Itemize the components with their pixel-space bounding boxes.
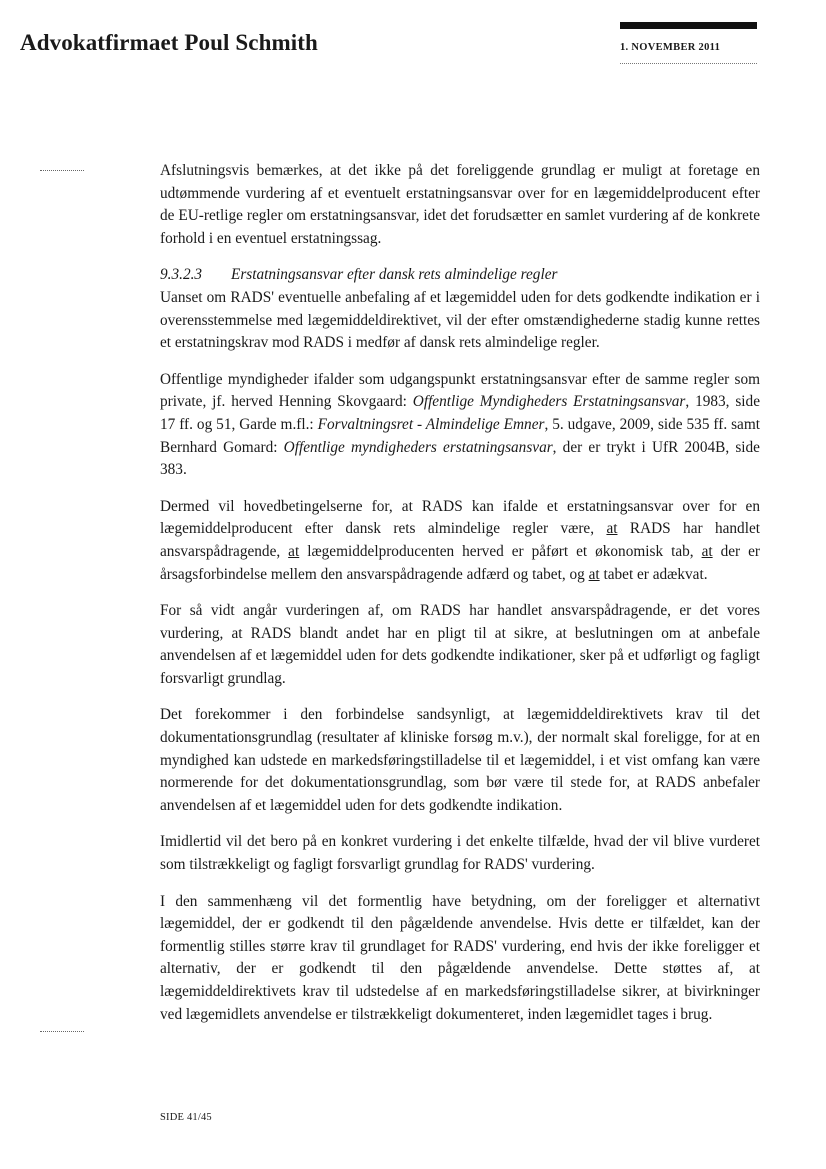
- p3-text-e: , 5. udgave, 2009, side 535 ff. samt Bernhard Gomard:: [160, 415, 760, 456]
- paragraph-4: [160, 496, 760, 586]
- document-date: 1. NOVEMBER 2011: [620, 42, 721, 53]
- paragraph-2: Uanset om RADS' eventuelle anbefaling af et lægemiddel uden for dets godkendte indikation er i overensstemmelse med lægemiddeldirektivet, vil der efter omstændighederne stadig kunne rettes et erstatningskrav mod RADS i medfør af dansk rets almindelige regler.: [160, 288, 760, 352]
- paragraph-3: [160, 369, 760, 482]
- p4-underlined-at-3: at: [701, 542, 713, 560]
- paragraph-6: Det forekommer i den forbindelse sandsynligt, at lægemiddeldirektivets krav til det dokumentationsgrundlag (resultater af kliniske forsøg m.v.), der normalt skal foreligge, for at en myndighed kan udstede en markedsføringstilladelse til et lægemiddel, i et vist omfang kan være normerende for det dokumentationsgrundlag, som bør være til stede for, at RADS anbefaler anvendelsen af et lægemiddel uden for dets godkendte indikation.: [160, 706, 760, 814]
- paragraph-5: For så vidt angår vurderingen af, om RADS har handlet ansvarspådragende, er det vores vurdering, at RADS blandt andet har en pligt til at sikre, at beslutningen om at anbefale anvendelsen af et lægemiddel uden for dets godkendte indikationer, sker på et udførligt og fagligt forsvarligt grundlag.: [160, 602, 760, 687]
- paragraph-8: I den sammenhæng vil det formentlig have betydning, om der foreligger et alternativt lægemiddel, der er godkendt til den pågældende anvendelse. Hvis dette er tilfældet, kan der formentlig stilles større krav til grundlaget for RADS' vurdering, end hvis der ikke foreligger et alternativ, der er godkendt til den pågældende anvendelse. Dette støttes af, at lægemiddeldirektivets krav til udstedelse af en markedsføringstilladelse sikrer, at bivirkninger ved lægemidlets anvendelse er tilstrækkeligt dokumenteret, inden lægemidlet tages i brug.: [160, 892, 760, 1023]
- p4-text-c: lægemiddelproducenten herved er påført et økonomisk tab,: [299, 542, 702, 560]
- header-bar: [620, 22, 757, 29]
- section-number: 9.3.2.3: [160, 266, 203, 284]
- p4-text-d: der er årsagsforbindelse mellem den ansvarspådragende adfærd og tabet, og: [160, 542, 760, 583]
- p4-underlined-at-4: at: [588, 565, 600, 583]
- p3-citation-3: Offentlige myndigheders erstatningsansvar: [283, 438, 553, 456]
- paragraph-1: Afslutningsvis bemærkes, at det ikke på det foreliggende grundlag er muligt at foretage en udtømmende vurdering af et eventuelt erstatningsansvar over for en lægemiddelproducent efter de EU-retlige regler om erstatningsansvar, idet det forudsætter en samlet vurdering af de konkrete forhold i en eventuel erstatningssag.: [160, 162, 760, 247]
- date-divider: [620, 63, 757, 64]
- margin-mark-top: [40, 170, 84, 171]
- p4-text-e: tabet er adækvat.: [599, 565, 708, 583]
- p3-citation-1: Offentlige Myndigheders Erstatningsansvar: [412, 393, 686, 411]
- margin-mark-bottom: [40, 1031, 84, 1032]
- p3-citation-2: Forvaltningsret - Almindelige Emner: [317, 415, 545, 433]
- p3-text-g: , der er trykt i UfR 2004B, side 383.: [160, 438, 760, 479]
- page-number: SIDE 41/45: [160, 1112, 212, 1123]
- p4-text-a: Dermed vil hovedbetingelserne for, at RADS kan ifalde et erstatningsansvar over for en lægemiddelproducent efter dansk rets almindelige regler være,: [160, 497, 760, 538]
- p3-text-a: Offentlige myndigheder ifalder som udgangspunkt erstatningsansvar efter de samme regler som private, jf. herved Henning Skovgaard:: [160, 370, 760, 411]
- firm-name: Advokatfirmaet Poul Schmith: [20, 30, 318, 55]
- p3-text-c: , 1983, side 17 ff. og 51, Garde m.fl.:: [160, 393, 760, 433]
- section-title: Erstatningsansvar efter dansk rets almindelige regler: [231, 266, 558, 284]
- paragraph-7: Imidlertid vil det bero på en konkret vurdering i det enkelte tilfælde, hvad der vil blive vurderet som tilstrækkeligt og fagligt forsvarligt grundlag for RADS' vurdering.: [160, 833, 760, 874]
- section-heading: [160, 264, 760, 287]
- p4-underlined-at-1: at: [606, 520, 618, 538]
- document-body: [160, 160, 760, 1040]
- p4-underlined-at-2: at: [288, 542, 300, 560]
- p4-text-b: RADS har handlet ansvarspådragende,: [160, 520, 760, 560]
